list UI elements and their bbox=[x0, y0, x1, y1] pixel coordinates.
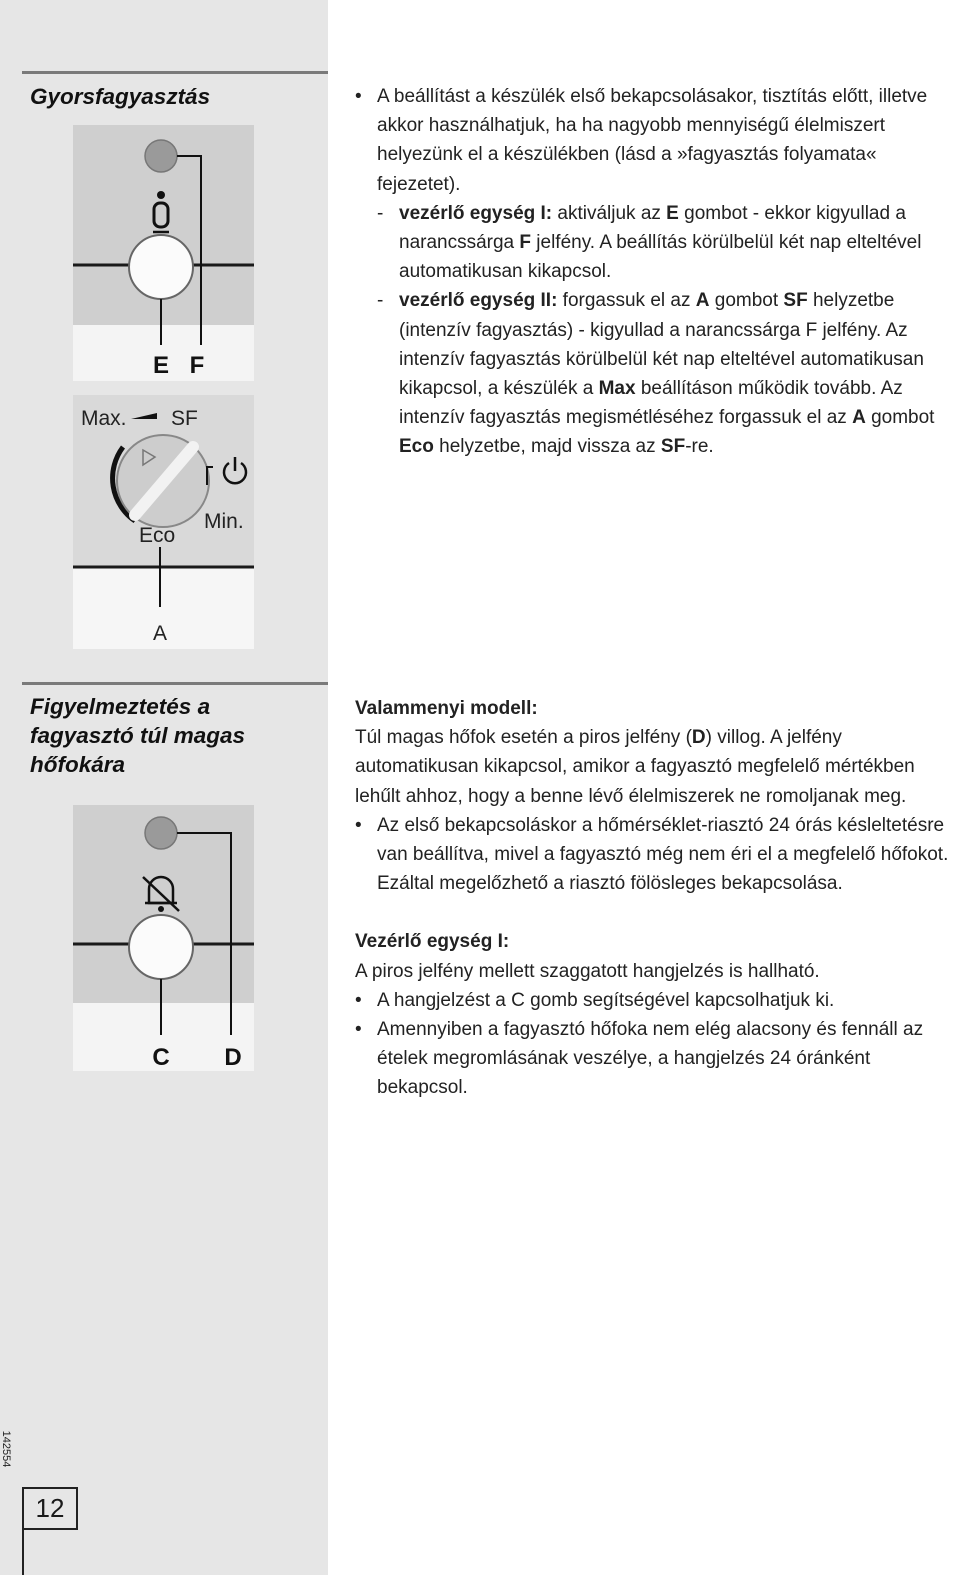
document-code: 142554 bbox=[0, 1430, 12, 1468]
indicator-light-f bbox=[145, 140, 177, 172]
indicator-light-d bbox=[145, 817, 177, 849]
section-title-quick-freeze: Gyorsfagyasztás bbox=[30, 84, 211, 109]
label-d: D bbox=[224, 1044, 242, 1071]
page-number-rule bbox=[22, 1528, 24, 1575]
list-item: • Az első bekapcsoláskor a hőmérséklet-riasztó 24 órás késleltetésre van beállítva, mivel a fagyasztó még nem éri el a megfelelő hőfokot. Ezáltal megelőzhető a riasztó fölösleges bekapcsolása. bbox=[355, 814, 949, 895]
heading-all-models: Valammenyi modell: bbox=[355, 698, 538, 719]
high-temp-warning-text bbox=[355, 694, 955, 1103]
button-c bbox=[129, 915, 193, 979]
label-f: F bbox=[189, 352, 205, 379]
figure-control-unit-cd bbox=[73, 805, 254, 1071]
paragraph: Túl magas hőfok esetén a piros jelfény (D) villog. A jelfény automatikusan kikapcsol, amikor a fagyasztó megfelelő mértékben lehűlt ahhoz, hogy a benne lévő élelmiszerek ne romoljanak meg. bbox=[355, 727, 915, 807]
dial-label-max: Max. bbox=[81, 407, 127, 430]
dial-label-sf: SF bbox=[171, 407, 198, 430]
label-e: E bbox=[152, 352, 170, 379]
label-c: C bbox=[152, 1044, 170, 1071]
section-divider bbox=[22, 71, 328, 74]
section-divider bbox=[22, 682, 328, 685]
list-item: • Amennyiben a fagyasztó hőfoka nem elég alacsony és fennáll az ételek megromlásának veszélye, a hangjelzés 24 óránként bekapcsol. bbox=[355, 1019, 924, 1099]
figure-control-unit-dial bbox=[73, 395, 254, 649]
list-item: - vezérlő egység I: aktiváljuk az E gombot - ekkor kigyullad a narancssárga F jelfény. A beállítás körülbelül két nap elteltével automatikusan kikapcsol. bbox=[377, 202, 922, 283]
list-item: • A beállítást a készülék első bekapcsolásakor, tisztítás előtt, illetve akkor használhatjuk, ha ha nagyobb mennyiségű élelmiszert helyezünk el a készülékben (lásd a »fagyasztás folyamata« fejezetet). bbox=[355, 86, 928, 195]
figure-control-unit-ef bbox=[73, 125, 254, 381]
paragraph: A piros jelfény mellett szaggatott hangjelzés is hallható. bbox=[355, 960, 820, 982]
label-a: A bbox=[152, 622, 168, 645]
dial-label-min: Min. bbox=[204, 510, 244, 533]
dial-label-eco: Eco bbox=[139, 524, 176, 547]
page-number: 12 bbox=[22, 1487, 78, 1530]
list-item: - vezérlő egység II: forgassuk el az A gombot SF helyzetbe (intenzív fagyasztás) - kigyullad a narancssárga F jelfény. Az intenzív fagyasztás körülbelül két nap elteltével automatikusan kikapcsol, a készülék a Max beállításon működik tovább. Az intenzív fagyasztás megismétléséhez forgassuk el az A gombot Eco helyzetbe, majd vissza az SF-re. bbox=[377, 290, 935, 458]
button-e bbox=[129, 235, 193, 299]
section-title-high-temp-warning: Figyelmeztetés a fagyasztó túl magas hőfokára bbox=[30, 694, 246, 777]
quick-freeze-text bbox=[355, 82, 955, 462]
list-item: • A hangjelzést a C gomb segítségével kapcsolhatjuk ki. bbox=[355, 989, 835, 1011]
heading-control-unit-1: Vezérlő egység I: bbox=[355, 931, 510, 953]
